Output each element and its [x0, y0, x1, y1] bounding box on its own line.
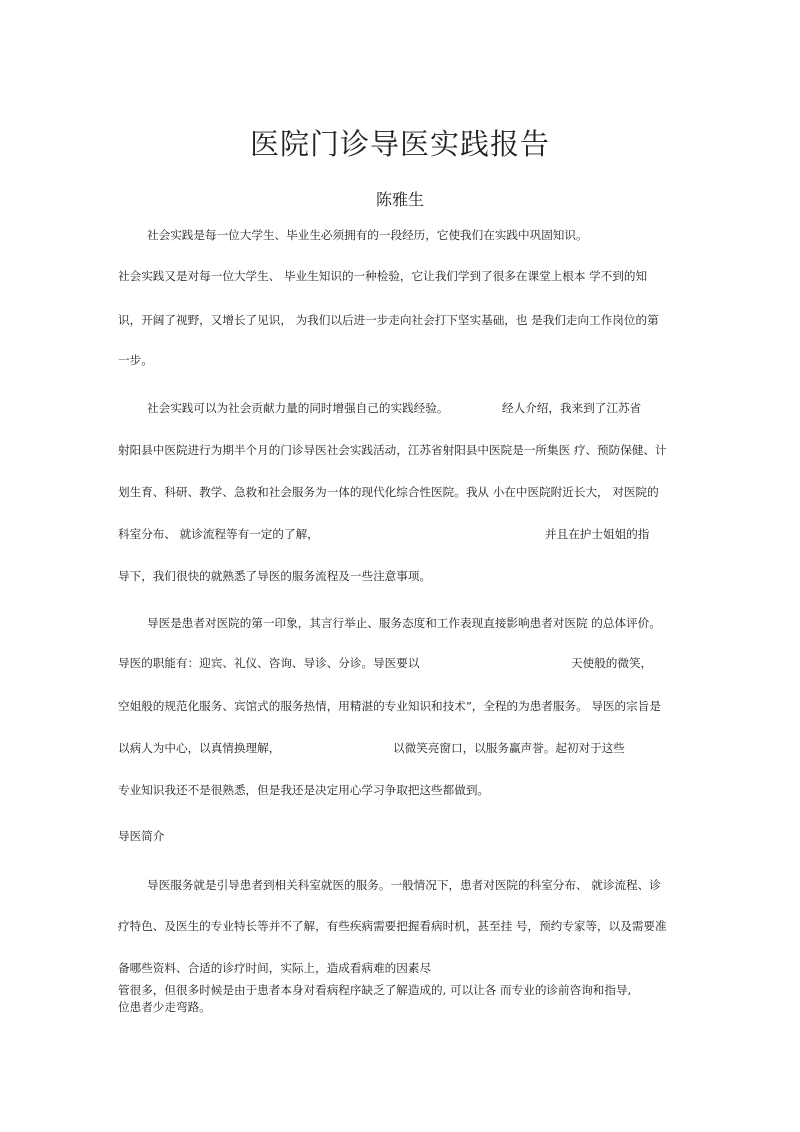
paragraph-1-line-2: 社会实践又是对每一位大学生、 毕业生知识的一种检验，它让我们学到了很多在课堂上根本 学不到的知: [118, 269, 648, 283]
paragraph-2-line-1a: 社会实践可以为社会贡献力量的同时增强自己的实践经验。: [147, 401, 449, 415]
paragraph-4-line-5: 位患者少走弯路。: [118, 1000, 211, 1014]
author-name: 陈雅生: [375, 190, 424, 209]
paragraph-2-line-3: 划生育、科研、教学、急救和社会服务为一体的现代化综合性医院。我从 小在中医院附近长大， 对医院的: [118, 485, 659, 499]
paragraph-2-line-1b: 经人介绍，我来到了江苏省: [502, 401, 642, 415]
document-title: 医院门诊导医实践报告: [249, 127, 550, 161]
paragraph-4-line-3: 备哪些资料、合适的诊疗时间，实际上，造成看病难的因素尽: [118, 961, 432, 975]
paragraph-3-line-1: 导医是患者对医院的第一印象，其言行举止、服务态度和工作表现直接影响患者对医院 的总体评价。: [147, 616, 661, 630]
paragraph-1-line-4: 一步。: [118, 353, 153, 367]
paragraph-2-line-5: 导下，我们很快的就熟悉了导医的服务流程及一些注意事项。: [118, 569, 432, 583]
paragraph-1-line-3: 识，开阔了视野，又增长了见识， 为我们以后进一步走向社会打下坚实基础，也 是我们走向工作岗位的第: [118, 313, 659, 327]
paragraph-3-line-5: 专业知识我还不是很熟悉，但是我还是决定用心学习争取把这些都做到。: [118, 783, 490, 797]
paragraph-2-line-2: 射阳县中医院进行为期半个月的门诊导医社会实践活动，江苏省射阳县中医院是一所集医 疗、预防保健、计: [118, 443, 667, 457]
paragraph-4-line-1: 导医服务就是引导患者到相关科室就医的服务。一般情况下，患者对医院的科室分布、 就诊流程、诊: [147, 878, 661, 892]
paragraph-3-line-3: 空姐般的规范化服务、宾馆式的服务热情，用精湛的专业知识和技术”，全程的为患者服务。 导医的宗旨是: [118, 699, 661, 713]
paragraph-3-line-4b: 以微笑亮窗口，以服务赢声誉。起初对于这些: [393, 741, 625, 755]
section-heading: 导医简介: [118, 829, 165, 843]
paragraph-2-line-4a: 科室分布、 就诊流程等有一定的了解，: [118, 527, 319, 541]
paragraph-3-line-2b: 天使般的微笑，: [571, 656, 653, 670]
paragraph-3-line-4a: 以病人为中心，以真情换理解，: [118, 741, 281, 755]
paragraph-4-line-4: 管很多，但很多时候是由于患者本身对看病程序缺乏了解造成的, 可以让各 而专业的诊前咨询和指导,: [118, 983, 632, 997]
paragraph-2-line-4b: 并且在护士姐姐的指: [545, 527, 650, 541]
paragraph-1-line-1: 社会实践是每一位大学生、毕业生必须拥有的一段经历，它使我们在实践中巩固知识。: [147, 228, 588, 242]
paragraph-4-line-2: 疗特色、及医生的专业特长等并不了解，有些疾病需要把握看病时机，甚至挂 号，预约专家等，以及需要准: [118, 919, 667, 933]
paragraph-3-line-2a: 导医的职能有：迎宾、礼仪、咨询、导诊、分诊。导医要以: [118, 656, 420, 670]
